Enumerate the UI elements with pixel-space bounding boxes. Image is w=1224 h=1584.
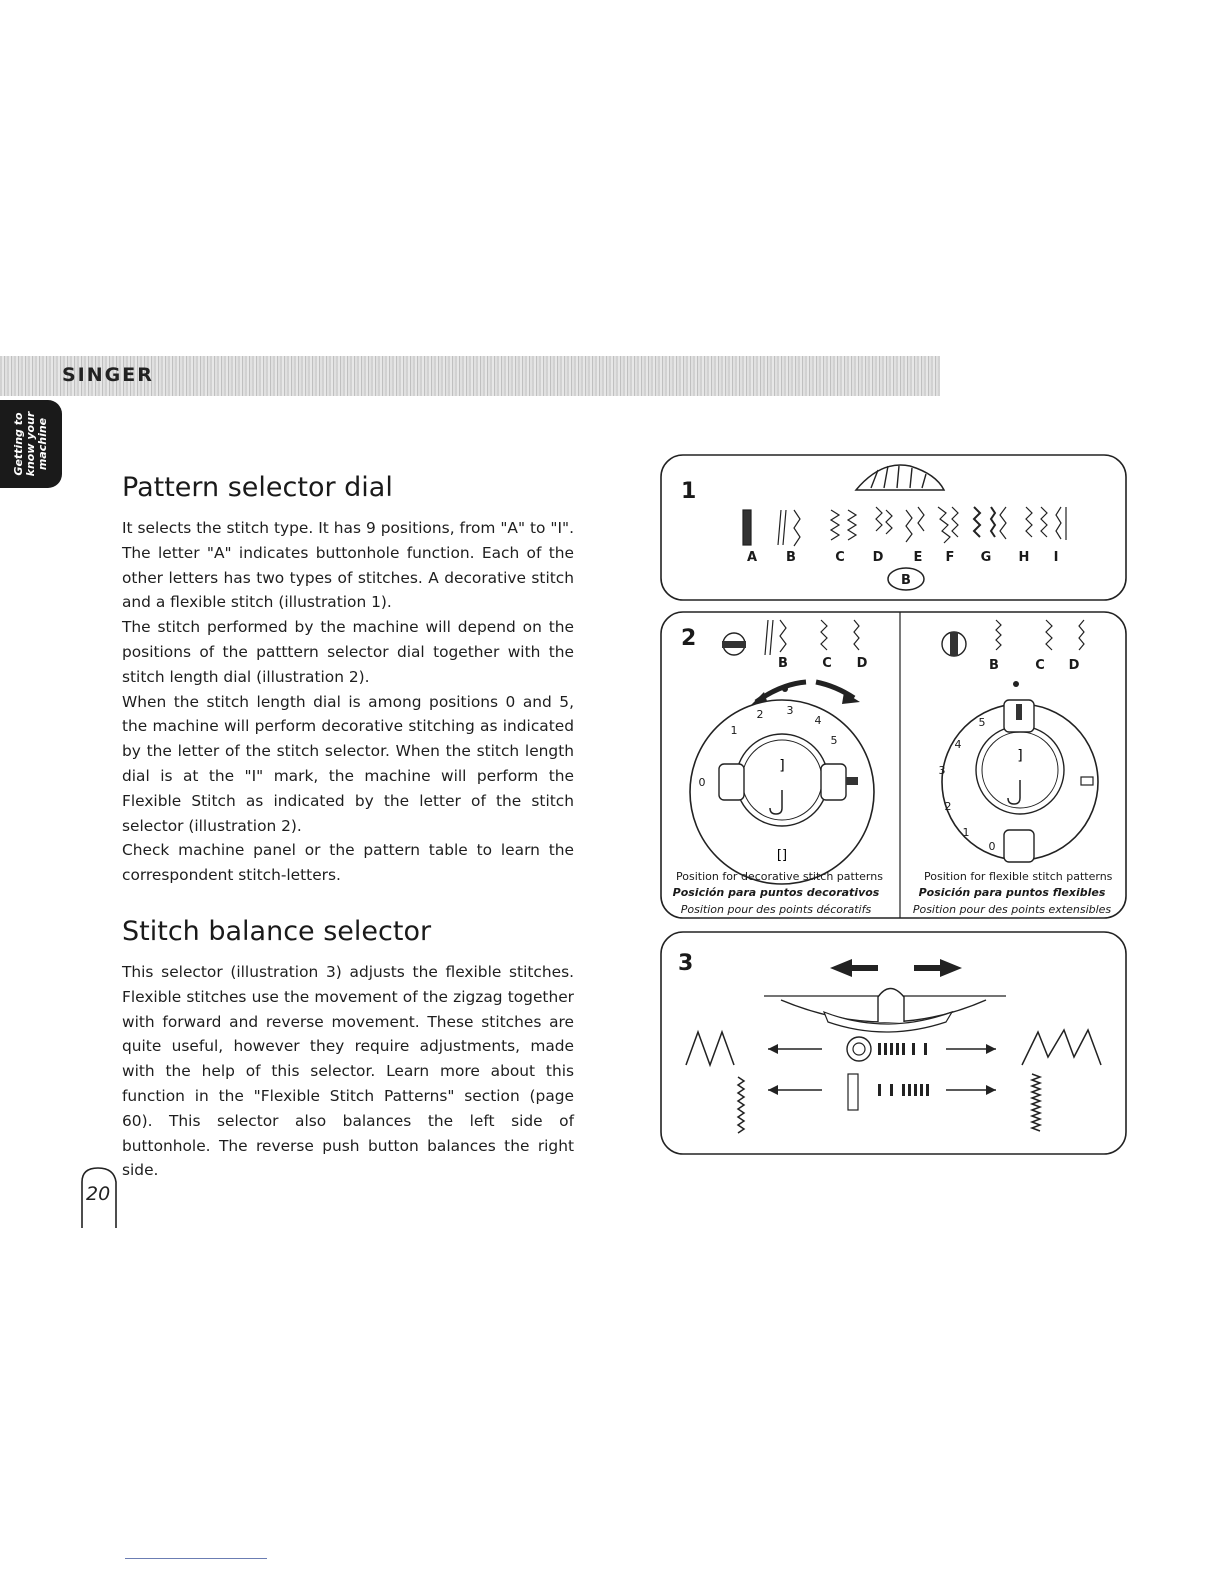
dial-number: 4 <box>954 738 962 751</box>
stitch-letter: A <box>746 550 758 565</box>
paragraph: Check machine panel or the pattern table to learn the correspondent stitch-letters. <box>122 841 574 885</box>
dial-number: 0 <box>698 776 706 789</box>
caption-decorative-fr: Position pour des points décoratifs <box>680 903 872 916</box>
paragraph: The stitch performed by the machine will depend on the positions of the patttern selector dial together with the stitch length dial (illustration 2). <box>122 618 574 686</box>
dial-number: 2 <box>756 708 764 721</box>
stitch-letter: B <box>778 656 788 671</box>
stitch-letter: D <box>856 656 868 671</box>
pattern-dial-icon <box>856 465 944 490</box>
dial-number: 3 <box>786 704 794 717</box>
caption-flexible-fr: Position pour des points extensibles <box>912 903 1112 916</box>
section-body-stitch-balance <box>122 960 574 1183</box>
stitch-letter: D <box>1068 658 1080 673</box>
illustration-1-number: 1 <box>681 479 697 504</box>
stitch-letter: F <box>945 550 955 565</box>
dial-number: 1 <box>962 826 970 839</box>
illustration-2-right <box>913 620 1113 916</box>
section-title-pattern-selector: Pattern selector dial <box>122 472 393 503</box>
stitch-letter: C <box>822 656 832 671</box>
paragraph: It selects the stitch type. It has 9 positions, from "A" to "I". The letter "A" indicates buttonhole function. Each of the other letters has two types of stitches. A decorative stitch and a flexible stitch (illustration 1). <box>122 519 574 612</box>
dial-number: 0 <box>988 840 996 853</box>
stitch-patterns <box>743 507 1066 546</box>
caption-decorative-es: Posición para puntos decorativos <box>672 886 880 899</box>
section-tab-label: Getting to know your machine <box>12 411 49 477</box>
stitch-letter: I <box>1053 550 1059 565</box>
caption-flexible-en: Position for flexible stitch patterns <box>924 870 1113 883</box>
stitch-letter: B <box>786 550 796 565</box>
stitch-letter: E <box>913 550 923 565</box>
illustration-3-number: 3 <box>678 951 694 976</box>
page-number: 20 <box>86 1183 111 1205</box>
svg-text:]: ] <box>779 758 785 774</box>
dial-number: 2 <box>944 800 952 813</box>
stitch-letter: H <box>1018 550 1030 565</box>
selected-letter: B <box>901 573 911 588</box>
stitch-letter: B <box>989 658 999 673</box>
stitch-letter: C <box>1035 658 1045 673</box>
caption-flexible-es: Posición para puntos flexibles <box>918 886 1106 899</box>
brand-logo: SINGER <box>62 364 154 386</box>
dial-number: 5 <box>978 716 986 729</box>
dial-number: 5 <box>830 734 838 747</box>
dial-number: 1 <box>730 724 738 737</box>
section-body-pattern-selector <box>122 516 574 888</box>
section-title-stitch-balance: Stitch balance selector <box>122 916 432 947</box>
illustration-1-letters <box>747 550 1058 565</box>
illustrations <box>656 452 1132 1158</box>
caption-decorative-en: Position for decorative stitch patterns <box>676 870 883 883</box>
stitch-letter: D <box>872 550 884 565</box>
stitch-letter: C <box>835 550 845 565</box>
svg-text:]: ] <box>1017 748 1023 764</box>
section-tab <box>0 400 62 488</box>
dial-number: 4 <box>814 714 822 727</box>
dial-number: 3 <box>938 764 946 777</box>
balance-selector-diagram <box>686 959 1101 1133</box>
paragraph: When the stitch length dial is among positions 0 and 5, the machine will perform decorative stitching as indicated by the letter of the stitch selector. When the stitch length dial is at the "I" mark, the machine will perform the Flexible Stitch as indicated by the letter of the stitch selector (illustration 2). <box>122 692 574 835</box>
illustration-2-number: 2 <box>681 626 697 651</box>
svg-text:[]: [] <box>776 848 788 863</box>
footer-line <box>125 1558 267 1559</box>
paragraph: This selector (illustration 3) adjusts the flexible stitches. Flexible stitches use the movement of the zigzag together with forward and reverse movement. These stitches are quite useful, however they require adjustments, made with the help of this selector. Learn more about this function in the "Flexible Stitch Patterns" section (page 60). This selector also balances the left side of buttonhole. The reverse push button balances the right side. <box>122 963 574 1180</box>
illustration-2-left <box>673 620 884 916</box>
stitch-letter: G <box>980 550 992 565</box>
